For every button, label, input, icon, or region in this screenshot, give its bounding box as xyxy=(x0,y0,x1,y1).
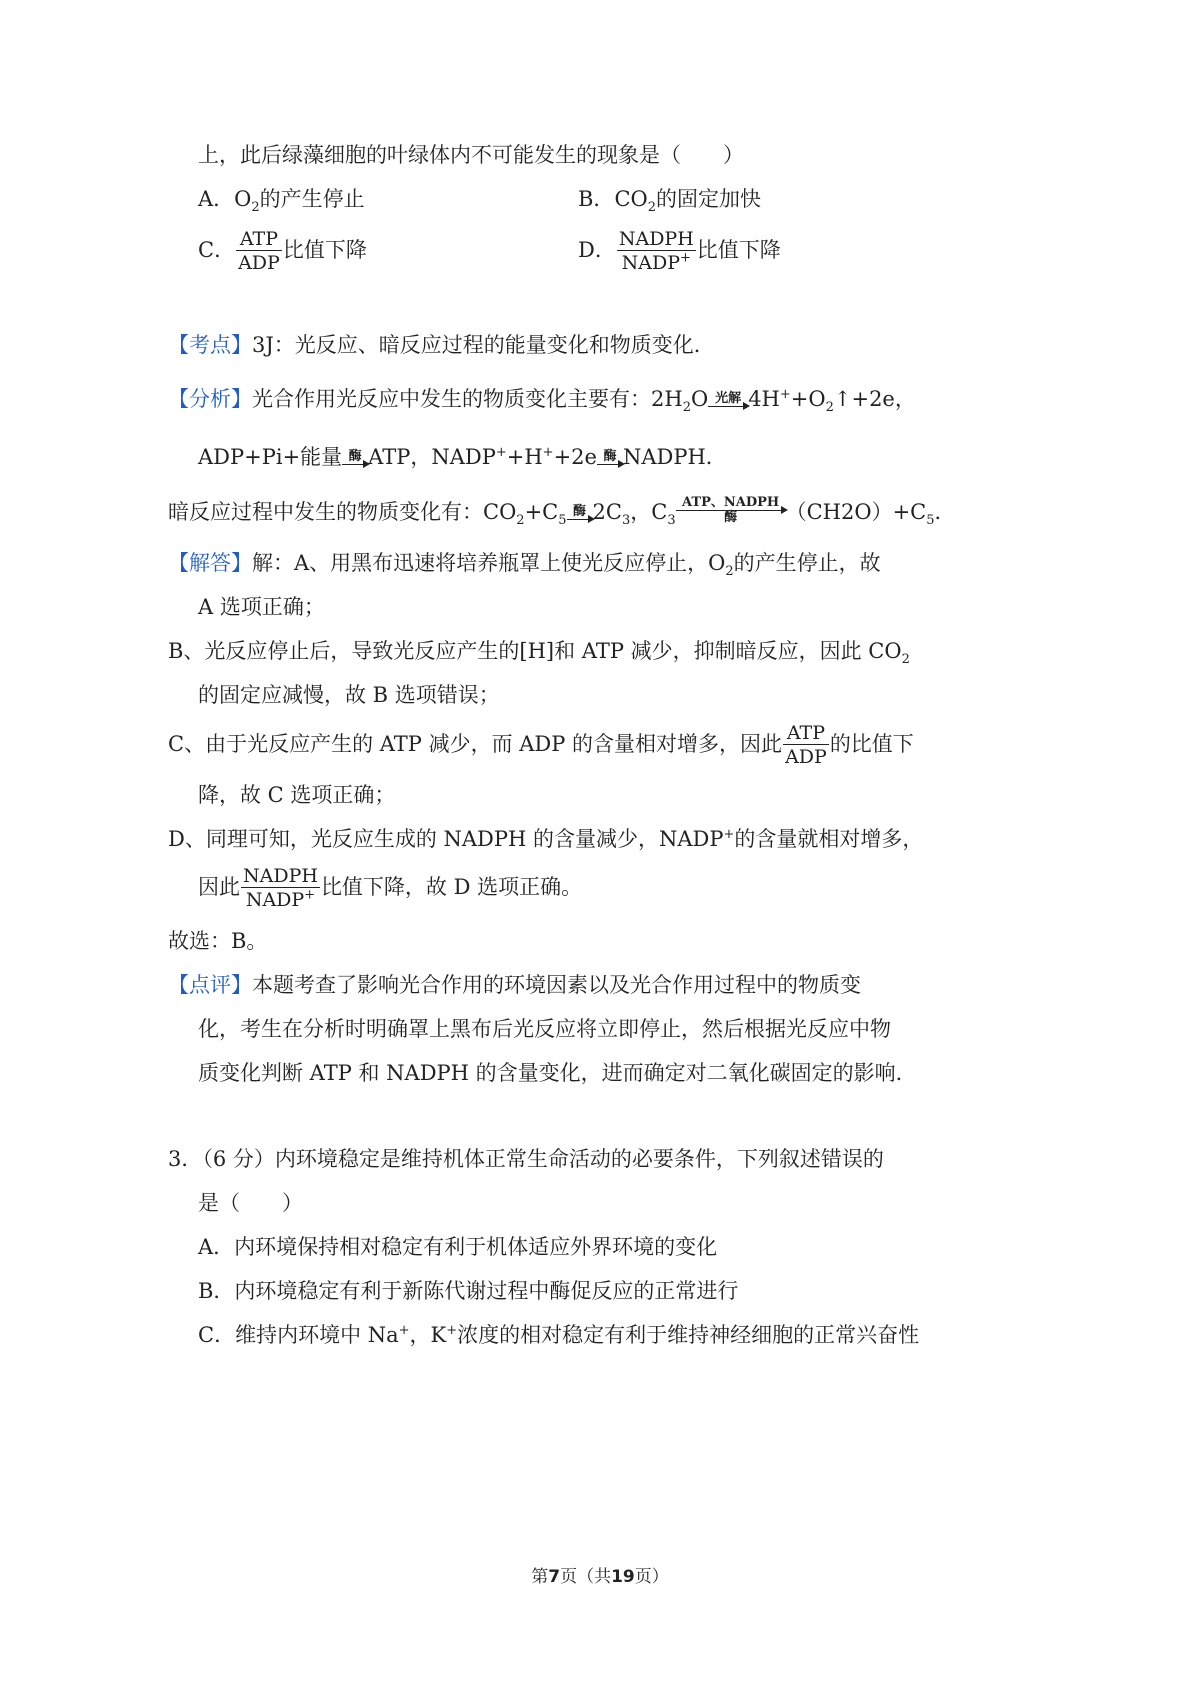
jieda-line-8: 因此 $\frac{\text{NADPH}}{NADP^+}$ 比值下降，故 D 选项正确。 xyxy=(198,865,583,911)
q2-option-d: D． $\frac{\text{NADPH}}{NADP^+}$ 比值下降 xyxy=(578,228,781,274)
page-number: 7 xyxy=(548,1567,561,1587)
reaction-arrow-light: 光解 xyxy=(708,392,748,407)
fraction-atp-adp: $\frac{\text{ATP}}{\text{ADP}}$ xyxy=(785,722,827,768)
fraction-nadph-nadp: $\frac{\text{NADPH}}{NADP^+}$ xyxy=(243,865,318,911)
jieda-line-1: 【解答】解：A、用黑布迅速将培养瓶罩上使光反应停止，$O_2$的产生停止，故 xyxy=(168,551,881,580)
fraction-atp-adp: $\frac{\text{ATP}}{\text{ADP}}$ xyxy=(238,228,280,274)
kaodian-section: 【考点】3J：光反应、暗反应过程的能量变化和物质变化． xyxy=(168,333,715,357)
jieda-line-7: D、同理可知，光反应生成的 NADPH 的含量减少，NADP+的含量就相对增多， xyxy=(168,827,924,851)
q2-option-b: B．$CO_2$的固定加快 xyxy=(578,187,762,216)
reaction-arrow-enzyme: 酶 xyxy=(597,450,623,465)
dianping-line-2: 化，考生在分析时明确罩上黑布后光反应将立即停止，然后根据光反应中物 xyxy=(198,1017,891,1041)
page-footer: 第7页（共19页） xyxy=(531,1567,669,1587)
q3-stem-line-2: 是（ ） xyxy=(198,1191,303,1215)
q3-option-c: C．维持内环境中 Na+，K+浓度的相对稳定有利于维持神经细胞的正常兴奋性 xyxy=(198,1323,920,1347)
fraction-nadph-nadp: $\frac{\text{NADPH}}{NADP^+}$ xyxy=(618,228,694,274)
q3-option-a: A．内环境保持相对稳定有利于机体适应外界环境的变化 xyxy=(198,1235,718,1259)
q2-option-c: C． $\frac{\text{ATP}}{\text{ADP}}$ 比值下降 xyxy=(198,228,367,274)
q2-stem-tail: 上，此后绿藻细胞的叶绿体内不可能发生的现象是（ ） xyxy=(198,143,744,167)
dianping-tag: 【点评】 xyxy=(168,973,252,997)
kaodian-tag: 【考点】 xyxy=(168,333,252,357)
q2-option-a: A．$O_2$的产生停止 xyxy=(198,187,365,216)
q3-stem-line-1: 3．（6 分）内环境稳定是维持机体正常生命活动的必要条件，下列叙述错误的 xyxy=(168,1147,884,1171)
fenxi-line-1: 【分析】光合作用光反应中发生的物质变化主要有：$2H_2O$ 光解 $4H^++O_2↑+2e$， xyxy=(168,387,916,416)
reaction-arrow-atp-nadph: ATP、NADPH 酶 xyxy=(676,496,786,525)
dianping-line-1: 【点评】本题考查了影响光合作用的环境因素以及光合作用过程中的物质变 xyxy=(168,973,861,997)
jieda-line-5: C、由于光反应产生的 ATP 减少，而 ADP 的含量相对增多，因此 $\frac{\text{ATP}}{\text{ADP}}$ 的比值下 xyxy=(168,722,914,768)
jieda-tag: 【解答】 xyxy=(168,551,252,575)
reaction-arrow-enzyme: 酶 xyxy=(342,450,368,465)
page-total: 19 xyxy=(611,1567,635,1587)
fenxi-line-3: 暗反应过程中发生的物质变化有：$CO_2+C_5$ 酶 $2C_3$，$C_3$ ATP、NADPH 酶 $(CH2O)+C_5$． xyxy=(168,495,956,529)
jieda-line-6: 降，故 C 选项正确； xyxy=(198,783,396,807)
jieda-line-3: B、光反应停止后，导致光反应产生的[H]和 ATP 减少，抑制暗反应，因此 $CO_2$ xyxy=(168,639,910,668)
q3-option-b: B．内环境稳定有利于新陈代谢过程中酶促反应的正常进行 xyxy=(198,1279,739,1303)
answer-line: 故选：B。 xyxy=(168,929,268,953)
dianping-line-3: 质变化判断 ATP 和 NADPH 的含量变化，进而确定对二氧化碳固定的影响． xyxy=(198,1061,917,1085)
fenxi-line-2: ADP+Pi+能量 酶 ATP，NADP++H++2e 酶 NADPH． xyxy=(198,445,727,469)
jieda-line-4: 的固定应减慢，故 B 选项错误； xyxy=(198,683,500,707)
fenxi-tag: 【分析】 xyxy=(168,387,252,411)
reaction-arrow-enzyme: 酶 xyxy=(567,505,593,520)
jieda-line-2: A 选项正确； xyxy=(198,595,325,619)
